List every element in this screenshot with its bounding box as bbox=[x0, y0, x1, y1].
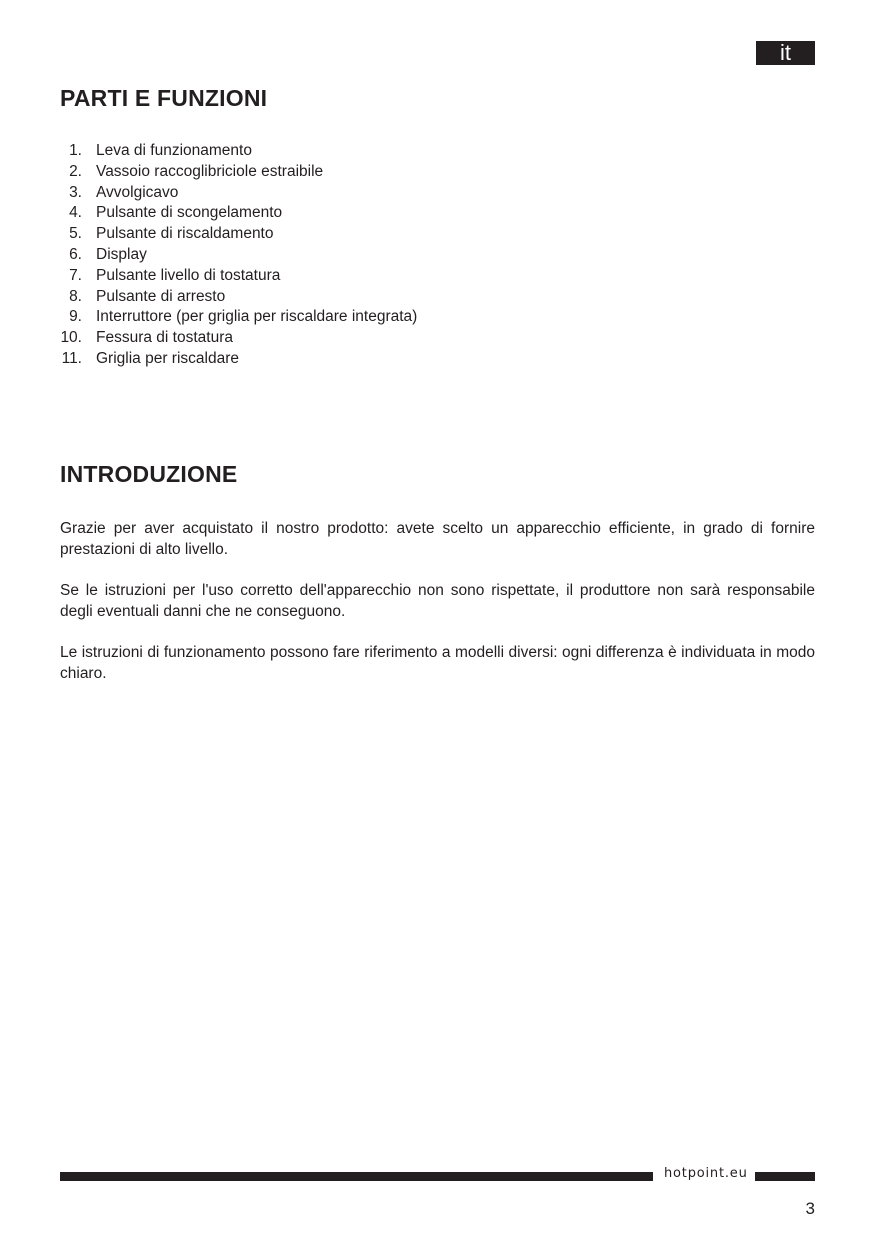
item-label: Pulsante di scongelamento bbox=[96, 204, 283, 222]
item-number: 9. bbox=[69, 308, 82, 326]
list-item bbox=[55, 245, 417, 266]
item-label: Pulsante livello di tostatura bbox=[96, 266, 281, 284]
item-label: Leva di funzionamento bbox=[96, 142, 252, 159]
item-number: 3. bbox=[69, 183, 82, 201]
list-item bbox=[55, 203, 417, 224]
parts-heading: PARTI E FUNZIONI bbox=[60, 85, 268, 111]
list-item bbox=[55, 162, 417, 183]
intro-body bbox=[60, 518, 815, 704]
item-label: Fessura di tostatura bbox=[96, 329, 233, 347]
item-label: Pulsante di riscaldamento bbox=[96, 225, 274, 243]
list-item bbox=[55, 328, 417, 349]
list-item bbox=[55, 349, 417, 370]
item-label: Avvolgicavo bbox=[96, 183, 179, 201]
language-badge: it bbox=[756, 41, 815, 65]
item-number: 10. bbox=[60, 329, 82, 347]
item-label: Griglia per riscaldare bbox=[96, 349, 239, 367]
item-label: Pulsante di arresto bbox=[96, 287, 226, 305]
intro-heading: INTRODUZIONE bbox=[60, 461, 238, 487]
list-item bbox=[55, 183, 417, 204]
item-number: 2. bbox=[69, 162, 82, 180]
parts-list bbox=[55, 141, 417, 370]
item-number: 11. bbox=[61, 349, 82, 367]
list-item bbox=[55, 266, 417, 287]
page-number: 3 bbox=[805, 1199, 815, 1218]
intro-paragraph: Le istruzioni di funzionamento possono fare riferimento a modelli diversi: ogni differenza è individuata in modo chiaro. bbox=[60, 644, 815, 682]
item-number: 1. bbox=[69, 142, 82, 159]
item-number: 5. bbox=[69, 225, 82, 243]
footer-rule-right bbox=[755, 1172, 815, 1181]
intro-paragraph: Se le istruzioni per l'uso corretto dell'apparecchio non sono rispettate, il produttore non sarà responsabile degli eventuali danni che ne conseguono. bbox=[60, 582, 815, 620]
list-item bbox=[55, 307, 417, 328]
intro-paragraph: Grazie per aver acquistato il nostro prodotto: avete scelto un apparecchio efficiente, in grado di fornire prestazioni di alto livello. bbox=[60, 520, 815, 558]
item-number: 4. bbox=[69, 204, 82, 222]
footer-rule-left bbox=[60, 1172, 653, 1181]
list-item bbox=[55, 141, 417, 162]
list-item bbox=[55, 287, 417, 308]
item-label: Display bbox=[96, 245, 147, 263]
item-number: 6. bbox=[69, 245, 82, 263]
item-number: 7. bbox=[69, 266, 82, 284]
footer-website: hotpoint.eu bbox=[664, 1166, 748, 1181]
item-label: Vassoio raccoglibriciole estraibile bbox=[96, 162, 324, 180]
item-label: Interruttore (per griglia per riscaldare integrata) bbox=[96, 308, 418, 326]
list-item bbox=[55, 224, 417, 245]
item-number: 8. bbox=[69, 287, 82, 305]
